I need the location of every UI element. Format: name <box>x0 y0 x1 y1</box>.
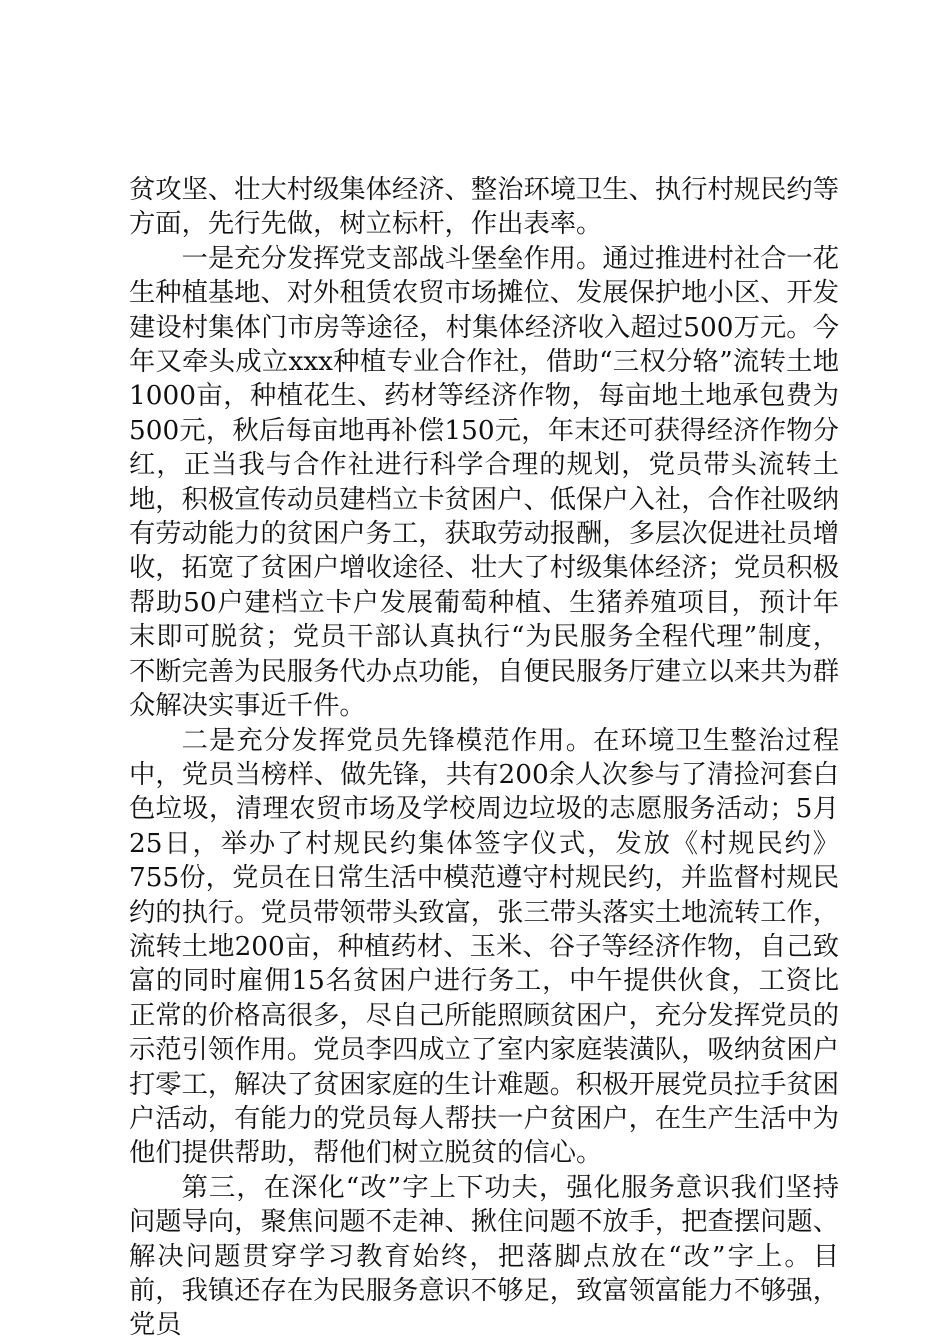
document-body <box>129 173 839 1343</box>
paragraph-intro-continued: 贫攻坚、壮大村级集体经济、整治环境卫生、执行村规民约等方面，先行先做，树立标杆，作出表率。 <box>129 175 840 240</box>
paragraph-third-reform: 第三，在深化“改”字上下功夫，强化服务意识我们坚持问题导向，聚焦问题不走神、揪住问题不放手，把查摆问题、解决问题贯穿学习教育始终，把落脚点放在“改”字上。目前，我镇还存在为民服务意识不够足，致富领富能力不够强，党员 <box>129 1172 840 1341</box>
paragraph-party-member-role: 二是充分发挥党员先锋模范作用。在环境卫生整治过程中，党员当榜样、做先锋，共有200余人次参与了清捡河套白色垃圾，清理农贸市场及学校周边垃圾的志愿服务活动；5月25日，举办了村规民约集体签字仪式，发放《村规民约》755份，党员在日常生活中模范遵守村规民约，并监督村规民约的执行。党员带领带头致富，张三带头落实土地流转工作，流转土地200亩，种植药材、玉米、谷子等经济作物，自己致富的同时雇佣15名贫困户进行务工，中午提供伙食，工资比正常的价格高很多，尽自己所能照顾贫困户，充分发挥党员的示范引领作用。党员李四成立了室内家庭装潢队，吸纳贫困户打零工，解决了贫困家庭的生计难题。积极开展党员拉手贫困户活动，有能力的党员每人帮扶一户贫困户，在生产生活中为他们提供帮助，帮他们树立脱贫的信心。 <box>129 725 840 1169</box>
paragraph-party-branch-role: 一是充分发挥党支部战斗堡垒作用。通过推进村社合一花生种植基地、对外租赁农贸市场摊位、发展保护地小区、开发建设村集体门市房等途径，村集体经济收入超过500万元。今年又牵头成立xxx种植专业合作社，借助“三权分辂”流转土地1000亩，种植花生、药材等经济作物，每亩地土地承包费为500元，秋后每亩地再补偿150元，年末还可获得经济作物分红，正当我与合作社进行科学合理的规划，党员带头流转土地，积极宣传动员建档立卡贫困户、低保户入社，合作社吸纳有劳动能力的贫困户务工，获取劳动报酬，多层次促进社员增收，拓宽了贫困户增收途径、壮大了村级集体经济；党员积极帮助50户建档立卡户发展葡萄种植、生猪养殖项目，预计年末即可脱贫；党员干部认真执行“为民服务全程代理”制度，不断完善为民服务代办点功能，自便民服务厅建立以来共为群众解决实事近千件。 <box>129 243 840 722</box>
